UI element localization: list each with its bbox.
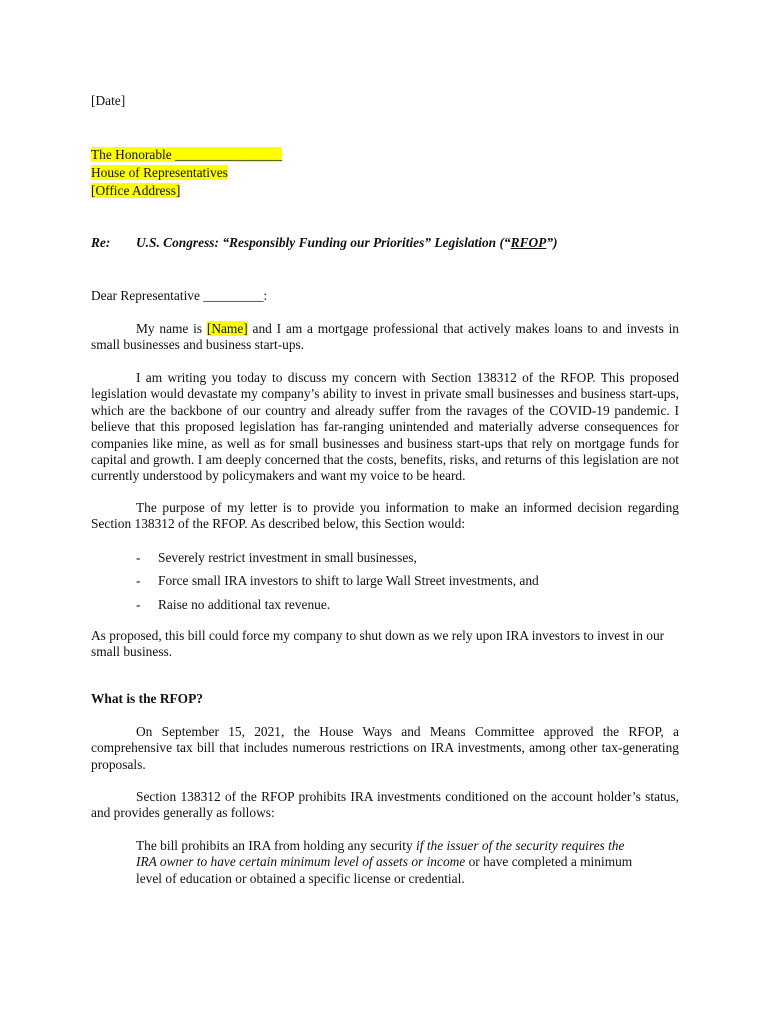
salutation: Dear Representative _________: [91,288,268,303]
recipient-block [91,146,679,200]
intro-pre: My name is [136,321,207,336]
section-heading: What is the RFOP? [91,691,203,706]
bullet-marker: - [136,597,141,612]
quote-emphasis: if the issuer of the security requires the IRA owner to have certain minimum level of assets or income [136,838,625,870]
re-abbreviation: RFOP [510,235,547,250]
intro-post: and I am a mortgage professional that actively makes loans to and invests in small businesses and business start-ups. [91,321,680,353]
intro-name-placeholder: [Name] [206,321,248,336]
bullet-text: Severely restrict investment in small businesses, [158,550,417,565]
paragraph-shutdown: As proposed, this bill could force my company to shut down as we rely upon IRA investors to invest in our small business. [91,628,665,660]
re-line [91,235,679,253]
bullet-text: Force small IRA investors to shift to large Wall Street investments, and [158,573,539,588]
quote-post: or have completed a minimum level of education or obtained a specific license or credential. [136,854,633,886]
re-subject-post: ”) [546,235,558,250]
re-subject [136,235,558,251]
bullet-marker: - [136,550,141,565]
bullet-text: Raise no additional tax revenue. [158,597,331,612]
paragraph-section: Section 138312 of the RFOP prohibits IRA investments conditioned on the account holder’s status, and provides generally as follows: [91,789,679,821]
date-line: [Date] [91,93,126,108]
re-label: Re: [91,235,111,250]
re-subject-pre: U.S. Congress: “Responsibly Funding our Priorities” Legislation (“ [136,235,511,250]
paragraph-intro [91,321,679,354]
paragraph-committee: On September 15, 2021, the House Ways and Means Committee approved the RFOP, a comprehensive tax bill that includes numerous restrictions on IRA investments, among other tax-generating proposals. [91,724,679,772]
paragraph-purpose: The purpose of my letter is to provide you information to make an informed decision regarding Section 138312 of the RFOP. As described below, this Section would: [91,500,679,532]
recipient-name-line: The Honorable ________________ [91,147,283,162]
quote-pre: The bill prohibits an IRA from holding any security [136,838,417,853]
recipient-address-line: [Office Address] [91,183,181,198]
recipient-house-line: House of Representatives [91,165,228,180]
paragraph-concern: I am writing you today to discuss my concern with Section 138312 of the RFOP. This proposed legislation would devastate my company’s ability to invest in private small businesses and business start-ups, which are the backbone of our country and already suffer from the ravages of the COVID-19 pandemic. I believe that this proposed legislation has far-ranging unintended and materially adverse consequences for companies like mine, as well as for small businesses and business start-ups that rely on mortgage funds for capital and growth. I am deeply concerned that the costs, benefits, risks, and returns of this legislation are not currently understood by policymakers and want my voice to be heard. [91,370,679,484]
bullet-marker: - [136,573,141,588]
quoted-provision [136,838,636,887]
